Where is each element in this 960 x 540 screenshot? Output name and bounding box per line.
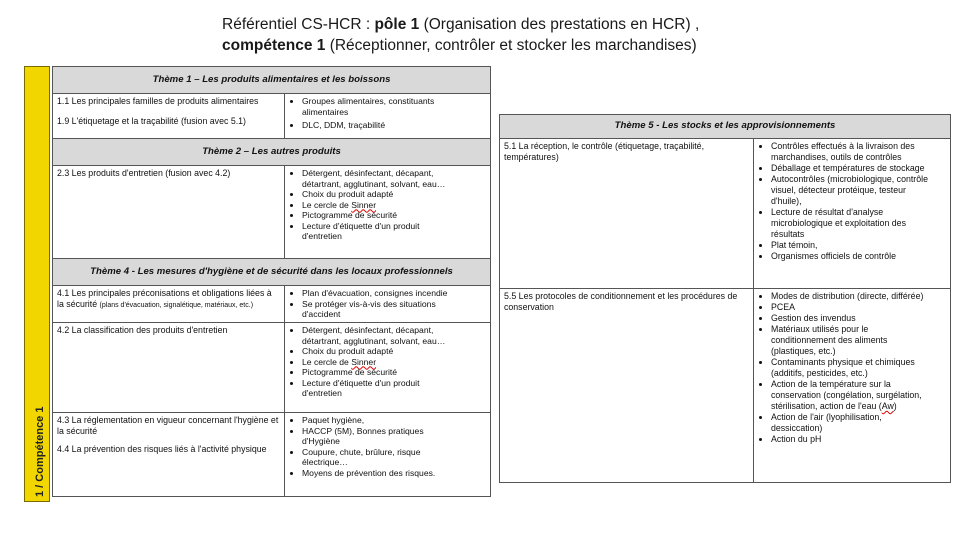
page-title xyxy=(222,14,822,56)
theme-5-header: Thème 5 - Les stocks et les approvisionnements xyxy=(500,115,951,139)
theme-2-header: Thème 2 – Les autres produits xyxy=(53,139,491,166)
title-line-1: Référentiel CS-HCR : pôle 1 (Organisation des prestations en HCR) , xyxy=(222,16,700,33)
theme-1-header: Thème 1 – Les produits alimentaires et les boissons xyxy=(53,67,491,94)
theme-5-content-5-1: • Contrôles effectués à la livraison des marchandises, outils de contrôles • Déballage et températures de stockage • Autocontrôles (microbiologique, contrôle visuel, détecteur protéique, testeur d'huile), • Lecture de résultat d'analyse microbiologique et exploitation des résultats • Plat témoin, • Organismes officiels de contrôle xyxy=(754,139,951,289)
theme-4-competence-4-1: 4.1 Les principales préconisations et obligations liées à la sécurité (plans d'évacuation, signalétique, matériaux, etc.) xyxy=(53,286,285,323)
theme-2-content: • Détergent, désinfectant, décapant, détartrant, agglutinant, solvant, eau… • Choix du produit adapté • Le cercle de Sinner • Pictogramme de sécurité • Lecture d'étiquette d'un produit d'entretien xyxy=(285,166,491,259)
title-line-2: compétence 1 (Réceptionner, contrôler et stocker les marchandises) xyxy=(222,37,697,54)
theme-5-content-5-5: • Modes de distribution (directe, différée) • PCEA • Gestion des invendus • Matériaux utilisés pour le conditionnement des aliments (plastiques, etc.) • Contaminants physique et chimiques (additifs, pesticides, etc.) • Action de la température sur la conservation (congélation, surgélation, stérilisation, action de l'eau (Aw) • Action de l'air (lyophilisation, dessiccation) • Action du pH xyxy=(754,289,951,483)
theme-5-competence-5-1: 5.1 La réception, le contrôle (étiquetage, traçabilité, températures) xyxy=(500,139,754,289)
theme-4-competence-4-2: 4.2 La classification des produits d'entretien xyxy=(53,323,285,413)
theme-1-content: • Groupes alimentaires, constituants alimentaires • DLC, DDM, traçabilité xyxy=(285,94,491,139)
themes-1-2-4-table xyxy=(52,66,491,497)
theme-5-competence-5-5: 5.5 Les protocoles de conditionnement et les procédures de conservation xyxy=(500,289,754,483)
left-referential-table xyxy=(24,66,490,502)
theme-1-competences: 1.1 Les principales familles de produits alimentaires 1.9 L'étiquetage et la traçabilité (fusion avec 5.1) xyxy=(53,94,285,139)
theme-2-competence: 2.3 Les produits d'entretien (fusion avec 4.2) xyxy=(53,166,285,259)
theme-4-content-4-1: • Plan d'évacuation, consignes incendie • Se protéger vis-à-vis des situations d'accident xyxy=(285,286,491,323)
theme-4-header: Thème 4 - Les mesures d'hygiène et de sécurité dans les locaux professionnels xyxy=(53,259,491,286)
theme-5-table xyxy=(499,114,951,483)
theme-4-content-4-2: • Détergent, désinfectant, décapant, détartrant, agglutinant, solvant, eau… • Choix du produit adapté • Le cercle de Sinner • Pictogramme de sécurité • Lecture d'étiquette d'un produit d'entretien xyxy=(285,323,491,413)
competence-side-label: 1 / Compétence 1 xyxy=(24,66,50,502)
theme-4-content-4-3-4-4: • Paquet hygiène, • HACCP (5M), Bonnes pratiques d'Hygiène • Coupure, chute, brûlure, risque électrique… • Moyens de prévention des risques. xyxy=(285,413,491,497)
theme-4-competences-4-3-4-4: 4.3 La réglementation en vigueur concernant l'hygiène et la sécurité 4.4 La prévention des risques liés à l'activité physique xyxy=(53,413,285,497)
